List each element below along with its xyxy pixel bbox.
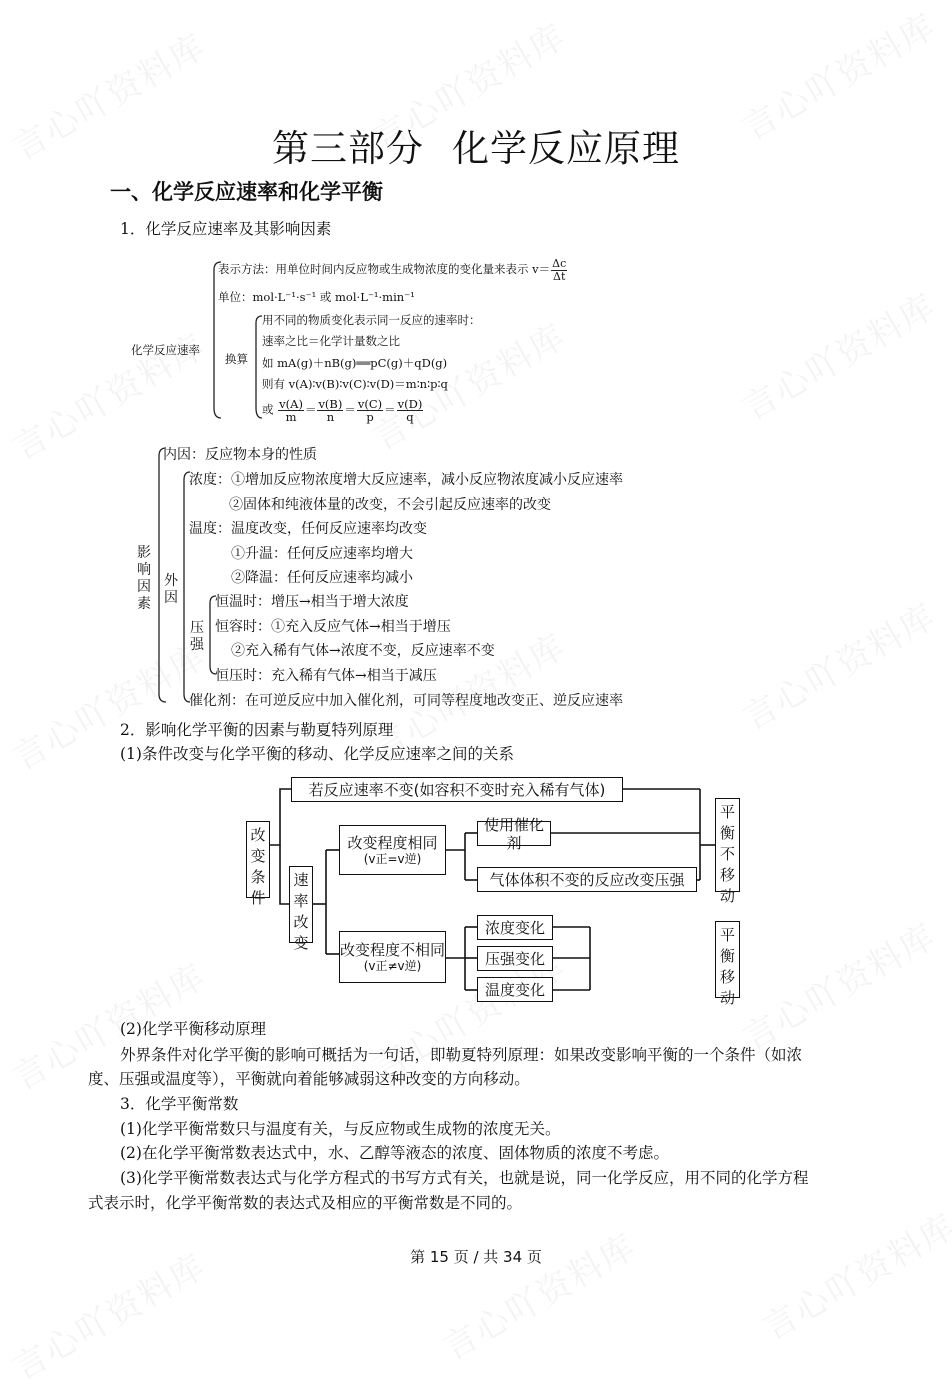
ratio-num: v(C) [357, 397, 383, 411]
expr-denominator: Δt [553, 269, 566, 283]
subsection-2-1: (1)条件改变与化学平衡的移动、化学反应速率之间的关系 [120, 745, 514, 763]
factors-root-label: 影响因素 [137, 545, 151, 612]
box-no-shift: 平衡不移动 [715, 798, 740, 892]
temperature-2: ②降温：任何反应速率均减小 [231, 570, 413, 586]
ratio-num: v(D) [397, 397, 423, 411]
pressure-3: ②充入稀有气体→浓度不变，反应速率不变 [231, 643, 495, 659]
constant-note-3-line-1: (3)化学平衡常数表达式与化学方程式的书写方式有关，也就是说，同一化学反应，用不同的化学方程 [120, 1169, 809, 1187]
temperature: 温度：温度改变，任何反应速率均改变 [189, 521, 427, 537]
pressure-1: 恒温时：增压→相当于增大浓度 [215, 594, 409, 610]
box-rate-change: 速率改变 [289, 866, 313, 943]
convert-item: 如 mA(g)＋nB(g)══pC(g)＋qD(g) [262, 356, 448, 370]
title-name: 化学反应原理 [452, 127, 680, 170]
rate-expression-label: 表示方法：用单位时间内反应物或生成物浓度的变化量来表示 v＝ [218, 262, 551, 277]
same-degree-eq: (v正=v逆) [363, 851, 422, 866]
pressure-4: 恒压时：充入稀有气体→相当于减压 [215, 668, 437, 684]
temperature-1: ①升温：任何反应速率均增大 [231, 546, 413, 562]
diff-degree-eq: (v正≠v逆) [363, 958, 422, 973]
ratio-den: q [406, 410, 414, 425]
convert-item: 速率之比＝化学计量数之比 [262, 334, 400, 348]
ratio-num: v(B) [318, 397, 343, 411]
ratio-den: p [366, 410, 374, 425]
box-change-conditions: 改变条件 [246, 821, 270, 898]
convert-label: 换算 [225, 352, 248, 366]
section-heading: 一、化学反应速率和化学平衡 [110, 180, 383, 204]
rate-ratio: 或 $\frac{v(A)}{m}$ ＝ $\frac{v(B)}{n}$ ＝ $\frac{v(C)}{p}$ ＝ $\frac{v(D)}{q}$ [262, 397, 423, 425]
pressure-2: 恒容时：①充入反应气体→相当于增压 [215, 619, 451, 635]
subsection-2: 2．影响化学平衡的因素与勒夏特列原理 [120, 721, 394, 739]
box-conc-change: 浓度变化 [477, 915, 553, 940]
catalyst: 催化剂：在可逆反应中加入催化剂，可同等程度地改变正、逆反应速率 [189, 693, 623, 709]
ratio-num: v(A) [279, 397, 303, 411]
constant-note-1: (1)化学平衡常数只与温度有关，与反应物或生成物的浓度无关。 [120, 1120, 561, 1138]
same-degree-label: 改变程度相同 [347, 833, 438, 852]
box-volume-const: 气体体积不变的反应改变压强 [477, 867, 697, 892]
internal-factor: 内因：反应物本身的性质 [163, 447, 317, 463]
ratio-prefix: 或 [262, 402, 274, 417]
box-temp-change: 温度变化 [477, 977, 553, 1002]
convert-item: 则有 v(A)∶v(B)∶v(C)∶v(D)＝m∶n∶p∶q [262, 377, 448, 391]
rate-unit: 单位：mol·L⁻¹·s⁻¹ 或 mol·L⁻¹·min⁻¹ [218, 290, 415, 304]
ratio-den: m [285, 410, 297, 425]
concentration-1: 浓度：①增加反应物浓度增大反应速率，减小反应物浓度减小反应速率 [189, 472, 623, 488]
diff-degree-label: 改变程度不相同 [340, 940, 446, 959]
box-same-degree [339, 825, 446, 875]
box-catalyst: 使用催化剂 [477, 821, 551, 846]
constant-note-3-line-2: 式表示时，化学平衡常数的表达式及相应的平衡常数是不同的。 [88, 1194, 523, 1212]
box-shift: 平衡移动 [715, 921, 740, 998]
box-diff-degree [339, 931, 446, 983]
page-footer: 第 15 页 / 共 34 页 [410, 1248, 542, 1266]
concentration-2: ②固体和纯液体量的改变，不会引起反应速率的改变 [229, 497, 551, 513]
title-part: 第三部分 [272, 127, 424, 170]
subsection-2-2: (2)化学平衡移动原理 [120, 1020, 266, 1038]
rate-root-label: 化学反应速率 [131, 343, 200, 357]
subsection-3: 3．化学平衡常数 [120, 1095, 239, 1113]
subsection-1: 1．化学反应速率及其影响因素 [120, 220, 332, 238]
box-rate-unchanged: 若反应速率不变(如容积不变时充入稀有气体) [291, 777, 623, 802]
convert-item: 用不同的物质变化表示同一反应的速率时： [262, 313, 481, 327]
principle-line-2: 度、压强或温度等），平衡就向着能够减弱这种改变的方向移动。 [88, 1070, 530, 1088]
ratio-den: n [326, 410, 335, 425]
pressure-label: 压强 [190, 620, 204, 653]
expr-numerator: Δc [552, 257, 567, 270]
box-pressure-change: 压强变化 [477, 946, 553, 971]
external-label: 外因 [164, 573, 178, 606]
principle-line-1: 外界条件对化学平衡的影响可概括为一句话，即勒夏特列原理：如果改变影响平衡的一个条件（如浓 [120, 1046, 803, 1064]
constant-note-2: (2)在化学平衡常数表达式中，水、乙醇等液态的浓度、固体物质的浓度不考虑。 [120, 1144, 669, 1162]
